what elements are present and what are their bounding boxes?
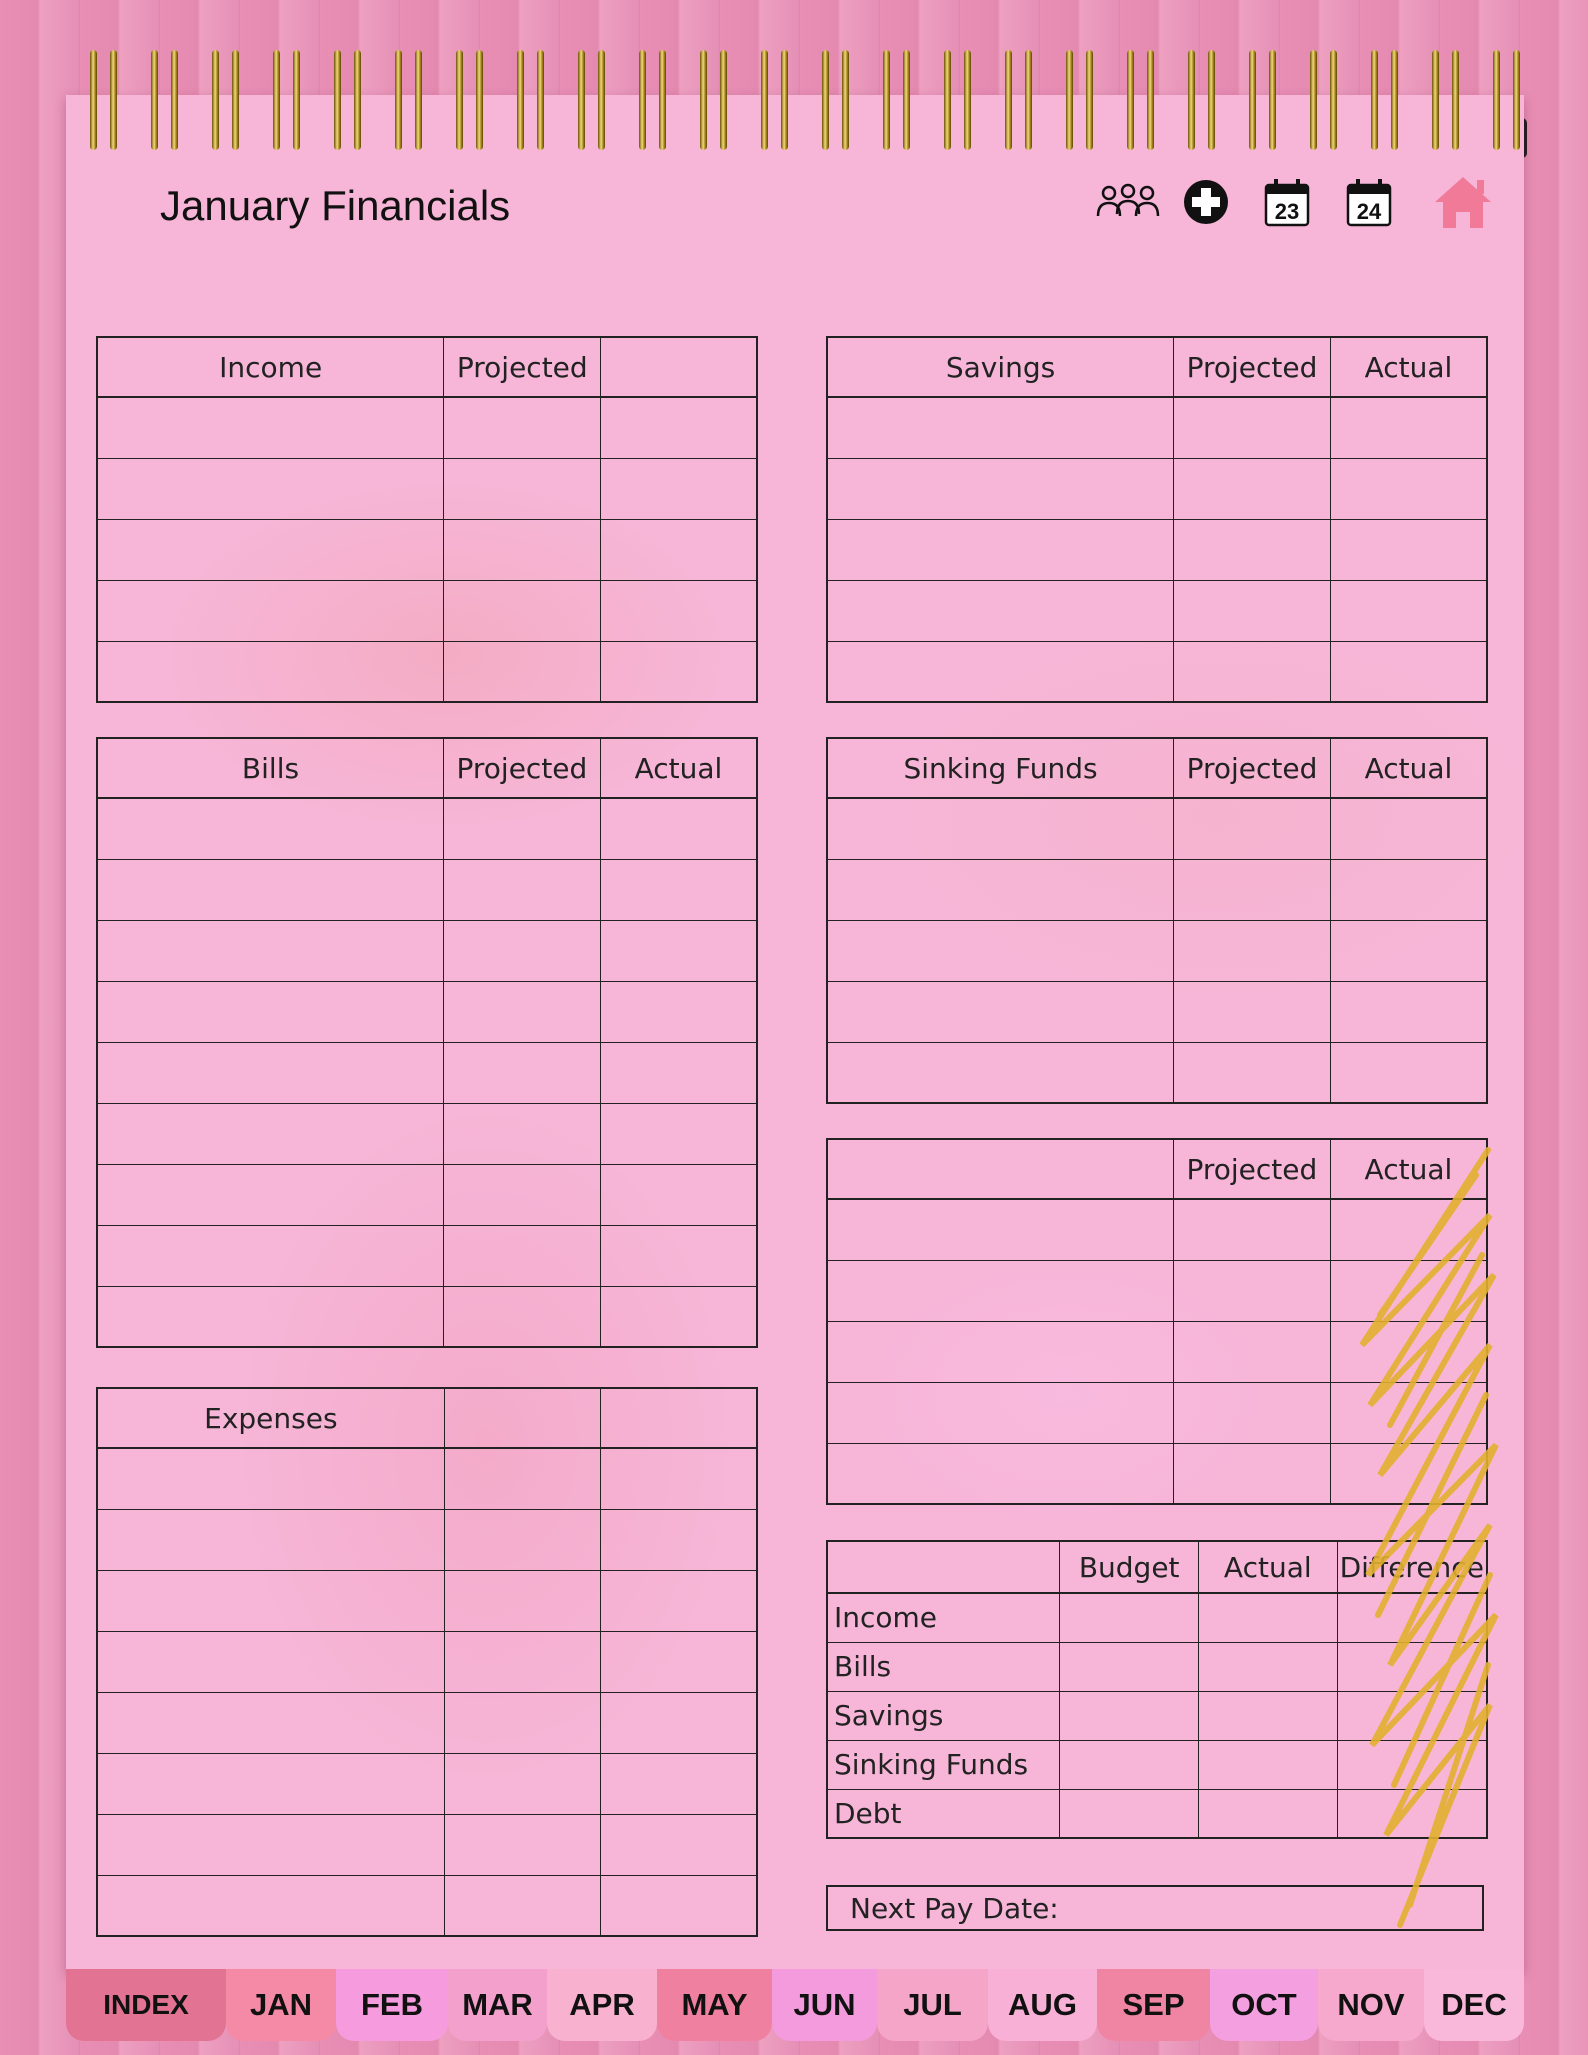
table-cell[interactable] <box>601 1631 757 1692</box>
table-row <box>97 1753 757 1814</box>
table-cell[interactable] <box>97 1753 444 1814</box>
table-row <box>97 1814 757 1875</box>
summary-cell[interactable] <box>1199 1740 1338 1789</box>
binding-ring <box>938 50 982 160</box>
table-cell[interactable] <box>97 1814 444 1875</box>
tab-oct[interactable]: OCT <box>1210 1969 1318 2041</box>
table-row <box>97 1509 757 1570</box>
table-cell[interactable] <box>827 1321 1173 1382</box>
table-cell[interactable] <box>600 1225 757 1286</box>
binding-ring <box>328 50 372 160</box>
summary-row-label: Savings <box>827 1691 1060 1740</box>
table-cell[interactable] <box>600 798 757 859</box>
table-row <box>827 920 1487 981</box>
expenses-blank-header-1 <box>444 1388 600 1448</box>
table-cell[interactable] <box>601 1448 757 1509</box>
table-cell[interactable] <box>443 981 600 1042</box>
table-row <box>97 1570 757 1631</box>
summary-cell[interactable] <box>1060 1740 1199 1789</box>
debt-actual-header: Actual <box>1330 1139 1487 1199</box>
table-cell[interactable] <box>97 519 444 580</box>
table-cell[interactable] <box>601 580 757 641</box>
calendar-24-icon[interactable] <box>1344 176 1394 228</box>
table-cell[interactable] <box>827 641 1174 702</box>
table-row <box>97 981 757 1042</box>
table-cell[interactable] <box>1174 580 1331 641</box>
table-cell[interactable] <box>600 1042 757 1103</box>
tab-sep[interactable]: SEP <box>1097 1969 1210 2041</box>
table-cell[interactable] <box>97 1225 443 1286</box>
binding-ring <box>206 50 250 160</box>
summary-row-label: Income <box>827 1593 1060 1642</box>
tab-aug[interactable]: AUG <box>988 1969 1097 2041</box>
savings-header: Savings <box>827 337 1174 397</box>
table-cell[interactable] <box>1173 1382 1330 1443</box>
binding-ring <box>1121 50 1165 160</box>
table-row <box>97 859 757 920</box>
table-cell[interactable] <box>601 1509 757 1570</box>
table-cell[interactable] <box>443 798 600 859</box>
savings-projected-header: Projected <box>1174 337 1331 397</box>
table-cell[interactable] <box>443 1042 600 1103</box>
table-row <box>97 1164 757 1225</box>
expenses-header: Expenses <box>97 1388 444 1448</box>
table-cell[interactable] <box>1174 920 1331 981</box>
table-cell[interactable] <box>444 1448 600 1509</box>
table-row <box>827 519 1487 580</box>
table-cell[interactable] <box>97 458 444 519</box>
table-cell[interactable] <box>97 397 444 458</box>
table-cell[interactable] <box>444 1753 600 1814</box>
table-cell[interactable] <box>1173 1199 1330 1260</box>
summary-cell[interactable] <box>1060 1789 1199 1838</box>
table-cell[interactable] <box>97 1875 444 1936</box>
summary-cell[interactable] <box>1060 1642 1199 1691</box>
table-cell[interactable] <box>1174 641 1331 702</box>
income-header: Income <box>97 337 444 397</box>
table-row <box>827 1042 1487 1103</box>
summary-cell[interactable] <box>1199 1691 1338 1740</box>
table-cell[interactable] <box>443 1225 600 1286</box>
savings-actual-header: Actual <box>1330 337 1487 397</box>
tab-jun[interactable]: JUN <box>772 1969 877 2041</box>
binding-ring <box>877 50 921 160</box>
table-cell[interactable] <box>444 397 601 458</box>
table-cell[interactable] <box>601 397 757 458</box>
medical-cross-icon[interactable] <box>1180 176 1232 228</box>
binding-ring <box>1304 50 1348 160</box>
income-table <box>96 336 758 703</box>
table-cell[interactable] <box>827 920 1174 981</box>
binding-ring <box>1426 50 1470 160</box>
expenses-blank-header-2 <box>601 1388 757 1448</box>
tab-index[interactable]: INDEX <box>66 1969 226 2041</box>
table-cell[interactable] <box>443 1103 600 1164</box>
table-cell[interactable] <box>97 1448 444 1509</box>
table-row <box>97 580 757 641</box>
bills-header: Bills <box>97 738 443 798</box>
summary-blank-header <box>827 1541 1060 1593</box>
table-cell[interactable] <box>97 798 443 859</box>
table-row <box>827 981 1487 1042</box>
table-cell[interactable] <box>443 859 600 920</box>
table-cell[interactable] <box>600 981 757 1042</box>
table-cell[interactable] <box>1173 1260 1330 1321</box>
table-cell[interactable] <box>1174 1042 1331 1103</box>
income-projected-header: Projected <box>444 337 601 397</box>
table-cell[interactable] <box>97 920 443 981</box>
table-cell[interactable] <box>97 1692 444 1753</box>
table-row <box>97 1631 757 1692</box>
table-cell[interactable] <box>97 1286 443 1347</box>
table-row <box>827 859 1487 920</box>
table-cell[interactable] <box>1174 458 1331 519</box>
binding-ring <box>999 50 1043 160</box>
next-pay-date-label: Next Pay Date: <box>850 1891 1059 1925</box>
binding-ring <box>572 50 616 160</box>
binding-ring <box>1243 50 1287 160</box>
binding-ring <box>1060 50 1104 160</box>
binding-ring <box>1365 50 1409 160</box>
tab-jul[interactable]: JUL <box>877 1969 988 2041</box>
table-cell[interactable] <box>444 519 601 580</box>
spiral-binding <box>0 50 1588 160</box>
table-cell[interactable] <box>1174 859 1331 920</box>
table-row <box>827 580 1487 641</box>
table-cell[interactable] <box>97 641 444 702</box>
table-cell[interactable] <box>444 580 601 641</box>
binding-ring <box>816 50 860 160</box>
summary-row-label: Debt <box>827 1789 1060 1838</box>
tab-apr[interactable]: APR <box>547 1969 657 2041</box>
table-cell[interactable] <box>97 1103 443 1164</box>
table-cell[interactable] <box>1330 1042 1487 1103</box>
table-cell[interactable] <box>444 1692 600 1753</box>
table-cell[interactable] <box>601 1875 757 1936</box>
table-cell[interactable] <box>1173 1443 1330 1504</box>
table-cell[interactable] <box>443 1164 600 1225</box>
table-cell[interactable] <box>1174 519 1331 580</box>
table-cell[interactable] <box>1174 798 1331 859</box>
table-cell[interactable] <box>827 458 1174 519</box>
sinking-funds-header: Sinking Funds <box>827 738 1174 798</box>
table-row <box>97 397 757 458</box>
table-cell[interactable] <box>827 580 1174 641</box>
table-cell[interactable] <box>97 1570 444 1631</box>
summary-cell[interactable] <box>1060 1593 1199 1642</box>
table-cell[interactable] <box>444 1570 600 1631</box>
calendar-23-icon[interactable] <box>1262 176 1312 228</box>
table-cell[interactable] <box>601 1753 757 1814</box>
page-title: January Financials <box>160 182 511 229</box>
table-cell[interactable] <box>601 458 757 519</box>
table-row <box>97 1875 757 1936</box>
table-cell[interactable] <box>444 1509 600 1570</box>
sinking-funds-actual-header: Actual <box>1330 738 1487 798</box>
table-cell[interactable] <box>827 981 1174 1042</box>
binding-ring <box>633 50 677 160</box>
binding-ring <box>389 50 433 160</box>
summary-cell[interactable] <box>1199 1789 1338 1838</box>
table-cell[interactable] <box>600 920 757 981</box>
table-cell[interactable] <box>1173 1321 1330 1382</box>
table-row <box>827 397 1487 458</box>
table-cell[interactable] <box>827 1443 1173 1504</box>
table-cell[interactable] <box>1330 798 1487 859</box>
savings-table <box>826 336 1488 703</box>
table-cell[interactable] <box>827 1199 1173 1260</box>
calendar-24-label: 24 <box>1356 199 1382 224</box>
people-icon[interactable] <box>1094 176 1162 228</box>
table-cell[interactable] <box>1174 981 1331 1042</box>
expenses-table <box>96 1387 758 1937</box>
table-cell[interactable] <box>97 1042 443 1103</box>
summary-budget-header: Budget <box>1060 1541 1199 1593</box>
table-cell[interactable] <box>444 1875 600 1936</box>
summary-cell[interactable] <box>1199 1642 1338 1691</box>
tab-dec[interactable]: DEC <box>1424 1969 1524 2041</box>
table-cell[interactable] <box>1330 397 1487 458</box>
bills-table <box>96 737 758 1348</box>
table-cell[interactable] <box>444 458 601 519</box>
tab-jan[interactable]: JAN <box>226 1969 336 2041</box>
table-cell[interactable] <box>444 641 601 702</box>
table-cell[interactable] <box>827 397 1174 458</box>
table-row <box>827 641 1487 702</box>
table-cell[interactable] <box>444 1814 600 1875</box>
table-cell[interactable] <box>1330 580 1487 641</box>
binding-ring <box>755 50 799 160</box>
tab-feb[interactable]: FEB <box>336 1969 448 2041</box>
binding-ring <box>1487 50 1531 160</box>
summary-actual-header: Actual <box>1199 1541 1338 1593</box>
summary-cell[interactable] <box>1199 1593 1338 1642</box>
calendar-23-label: 23 <box>1274 199 1300 224</box>
bills-actual-header: Actual <box>600 738 757 798</box>
table-row <box>97 458 757 519</box>
table-cell[interactable] <box>1330 641 1487 702</box>
binding-ring <box>1182 50 1226 160</box>
table-row <box>97 519 757 580</box>
tab-mar[interactable]: MAR <box>448 1969 547 2041</box>
table-cell[interactable] <box>1330 458 1487 519</box>
table-cell[interactable] <box>601 641 757 702</box>
table-cell[interactable] <box>827 1260 1173 1321</box>
table-cell[interactable] <box>97 1509 444 1570</box>
table-row <box>97 1225 757 1286</box>
table-cell[interactable] <box>97 981 443 1042</box>
table-cell[interactable] <box>1174 397 1331 458</box>
summary-row-label: Bills <box>827 1642 1060 1691</box>
gold-scribble-decoration <box>1350 1145 1500 1935</box>
table-cell[interactable] <box>827 859 1174 920</box>
table-cell[interactable] <box>97 580 444 641</box>
sinking-funds-table <box>826 737 1488 1104</box>
debt-projected-header: Projected <box>1173 1139 1330 1199</box>
table-row <box>97 1286 757 1347</box>
table-row <box>827 458 1487 519</box>
sinking-funds-projected-header: Projected <box>1174 738 1331 798</box>
table-cell[interactable] <box>443 920 600 981</box>
tab-nov[interactable]: NOV <box>1318 1969 1424 2041</box>
table-cell[interactable] <box>1330 981 1487 1042</box>
table-cell[interactable] <box>601 519 757 580</box>
table-cell[interactable] <box>1330 859 1487 920</box>
table-cell[interactable] <box>827 519 1174 580</box>
table-cell[interactable] <box>827 1042 1174 1103</box>
table-cell[interactable] <box>827 798 1174 859</box>
table-row <box>827 798 1487 859</box>
table-row <box>97 1042 757 1103</box>
table-cell[interactable] <box>600 1103 757 1164</box>
table-cell[interactable] <box>443 1286 600 1347</box>
table-cell[interactable] <box>444 1631 600 1692</box>
table-row <box>97 641 757 702</box>
binding-ring <box>511 50 555 160</box>
summary-difference-header: Difference <box>1337 1541 1487 1593</box>
binding-ring <box>84 50 128 160</box>
table-row <box>97 1692 757 1753</box>
table-cell[interactable] <box>1330 920 1487 981</box>
binding-ring <box>145 50 189 160</box>
table-cell[interactable] <box>601 1692 757 1753</box>
income-blank-header <box>601 337 757 397</box>
table-cell[interactable] <box>601 1570 757 1631</box>
table-cell[interactable] <box>600 1164 757 1225</box>
table-row <box>97 798 757 859</box>
table-cell[interactable] <box>97 859 443 920</box>
binding-ring <box>267 50 311 160</box>
table-row <box>97 1103 757 1164</box>
home-icon[interactable] <box>1430 176 1496 228</box>
table-cell[interactable] <box>97 1164 443 1225</box>
table-cell[interactable] <box>600 859 757 920</box>
summary-cell[interactable] <box>1060 1691 1199 1740</box>
table-cell[interactable] <box>600 1286 757 1347</box>
table-cell[interactable] <box>97 1631 444 1692</box>
binding-ring <box>694 50 738 160</box>
summary-row-label: Sinking Funds <box>827 1740 1060 1789</box>
table-cell[interactable] <box>1330 519 1487 580</box>
table-row <box>97 1448 757 1509</box>
table-cell[interactable] <box>601 1814 757 1875</box>
tab-may[interactable]: MAY <box>657 1969 772 2041</box>
table-row <box>97 920 757 981</box>
table-cell[interactable] <box>827 1382 1173 1443</box>
binding-ring <box>450 50 494 160</box>
debt-header <box>827 1139 1173 1199</box>
bills-projected-header: Projected <box>443 738 600 798</box>
